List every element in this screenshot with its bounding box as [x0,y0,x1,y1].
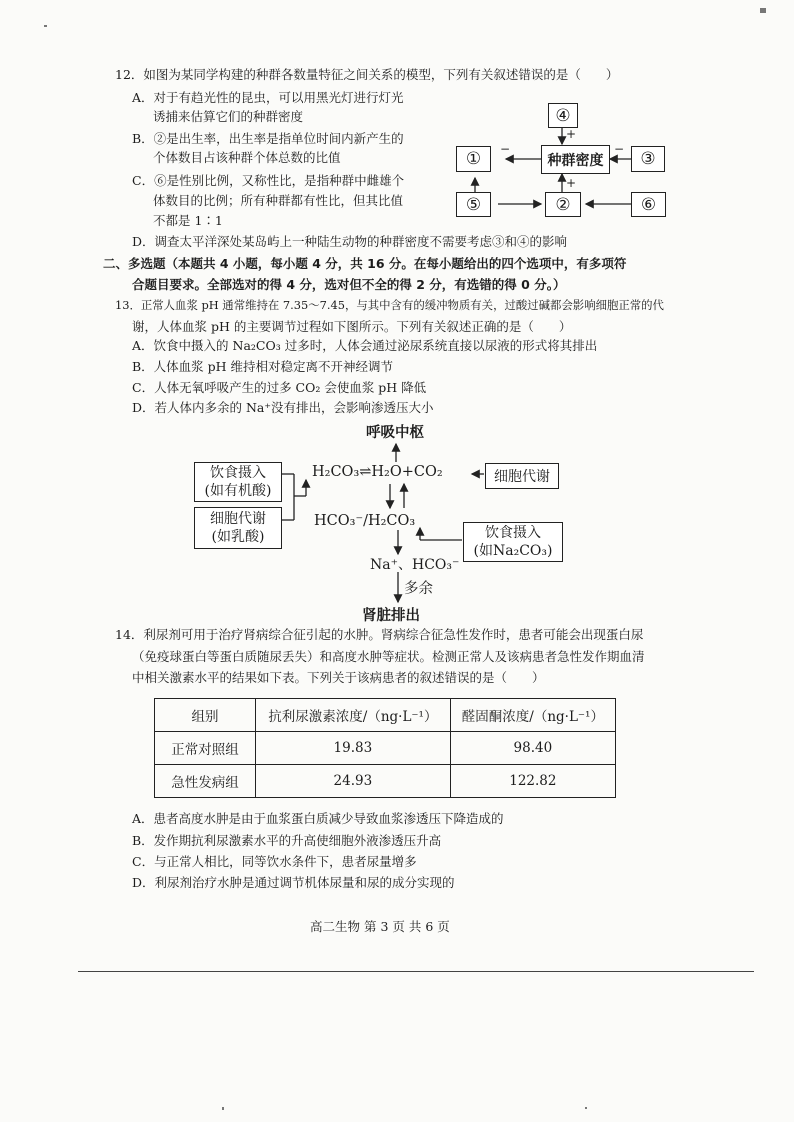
node-4-box: ④ [548,103,578,128]
q13-stem-line1: 13．正常人血浆 pH 通常维持在 7.35～7.45，与其中含有的缓冲物质有关，过酸过碱都会影响细胞正常的代 [115,298,664,312]
table-header-aldosterone: 醛固酮浓度/（ng·L⁻¹） [450,699,615,732]
scan-speck [44,25,47,27]
node-1-box: ① [456,146,491,172]
table-cell-group: 急性发病组 [155,765,256,798]
carbonic-acid-equation: H₂CO₃⇌H₂O+CO₂ [312,464,443,480]
table-cell-group: 正常对照组 [155,732,256,765]
q14-option-d: D．利尿剂治疗水肿是通过调节机体尿量和尿的成分实现的 [132,875,455,890]
bicarbonate-buffer-pair: HCO₃⁻/H₂CO₃ [314,513,416,529]
q14-option-c: C．与正常人相比，同等饮水条件下，患者尿量增多 [132,854,417,869]
q12-option-b-line2: 个体数目占该种群个体总数的比值 [153,150,341,165]
respiratory-center-label: 呼吸中枢 [366,425,424,441]
plus-sign-top: + [566,127,577,141]
diet-intake-label: 饮食摄入 [210,465,266,481]
table-row [155,732,616,765]
table-cell-aldosterone: 122.82 [450,765,615,798]
q13-option-b: B．人体血浆 pH 维持相对稳定离不开神经调节 [132,359,394,374]
hormone-data-table [154,698,616,798]
q13-stem-line2: 谢，人体血浆 pH 的主要调节过程如下图所示。下列有关叙述正确的是（ ） [132,319,572,334]
q12-stem: 12．如图为某同学构建的种群各数量特征之间关系的模型，下列有关叙述错误的是（ ） [115,67,619,82]
scan-speck [585,1107,587,1109]
footer-divider [78,971,754,972]
diet-intake-organic-acid-box [194,462,282,502]
q12-option-b-line1: B．②是出生率，出生率是指单位时间内新产生的 [132,131,404,146]
node-3-box: ③ [631,146,665,172]
table-cell-adh: 24.93 [256,765,451,798]
na2co3-label: (如Na₂CO₃) [473,543,553,559]
sodium-bicarbonate-ions: Na⁺、HCO₃⁻ [370,557,460,573]
cell-metabolism-label: 细胞代谢 [210,511,266,527]
q12-option-c-line2: 体数目的比例；所有种群都有性比，但其比值 [153,193,404,208]
scan-speck [760,8,766,13]
lactic-acid-label: (如乳酸) [211,529,265,545]
section-2-heading-line2: 合题目要求。全部选对的得 4 分，选对但不全的得 2 分，有选错的得 0 分。） [132,277,566,292]
table-cell-adh: 19.83 [256,732,451,765]
organic-acid-label: (如有机酸) [204,483,272,499]
q14-option-a: A．患者高度水肿是由于血浆蛋白质减少导致血浆渗透压下降造成的 [132,811,504,826]
population-density-box: 种群密度 [541,145,610,174]
table-header-group: 组别 [155,699,256,732]
q12-option-c-line3: 不都是 1∶1 [153,213,223,228]
q14-stem-line3: 中相关激素水平的结果如下表。下列关于该病患者的叙述错误的是（ ） [132,670,545,685]
scan-speck [222,1107,224,1110]
cell-metabolism-right-box: 细胞代谢 [485,463,559,489]
page-footer: 高二生物 第 3 页 共 6 页 [310,919,450,934]
minus-sign-right: − [614,142,625,156]
q12-option-c-line1: C．⑥是性别比例，又称性比，是指种群中雌雄个 [132,173,405,188]
q14-stem-line2: （免疫球蛋白等蛋白质随尿丢失）和高度水肿等症状。检测正常人及该病患者急性发作期血清 [132,649,645,664]
q12-option-a-line1: A．对于有趋光性的昆虫，可以用黑光灯进行灯光 [132,90,404,105]
table-header-row [155,699,616,732]
q13-option-d: D．若人体内多余的 Na⁺没有排出，会影响渗透压大小 [132,400,434,415]
excess-label: 多余 [404,581,433,597]
section-2-heading-line1: 二、多选题（本题共 4 小题，每小题 4 分，共 16 分。在每小题给出的四个选项中，有多项符 [103,256,627,271]
q12-option-a-line2: 诱捕来估算它们的种群密度 [153,109,304,124]
table-row [155,765,616,798]
diet-intake-right-label: 饮食摄入 [485,525,541,541]
node-5-box: ⑤ [456,192,491,217]
q14-option-b: B．发作期抗利尿激素水平的升高使细胞外液渗透压升高 [132,833,442,848]
node-2-box: ② [545,192,581,217]
diet-intake-na2co3-box [463,522,563,562]
table-cell-aldosterone: 98.40 [450,732,615,765]
q14-stem-line1: 14．利尿剂可用于治疗肾病综合征引起的水肿。肾病综合征急性发作时，患者可能会出现蛋白尿 [115,627,644,642]
kidney-excretion-label: 肾脏排出 [362,608,420,624]
table-header-adh: 抗利尿激素浓度/（ng·L⁻¹） [256,699,451,732]
q13-option-a: A．饮食中摄入的 Na₂CO₃ 过多时，人体会通过泌尿系统直接以尿液的形式将其排出 [132,338,598,353]
cell-metabolism-lactic-acid-box [194,507,282,549]
plus-sign-bottom: + [566,176,577,190]
node-6-box: ⑥ [631,192,666,217]
minus-sign-left: − [500,142,511,156]
q13-option-c: C．人体无氧呼吸产生的过多 CO₂ 会使血浆 pH 降低 [132,380,427,395]
q12-option-d: D．调查太平洋深处某岛屿上一种陆生动物的种群密度不需要考虑③和④的影响 [132,234,568,249]
